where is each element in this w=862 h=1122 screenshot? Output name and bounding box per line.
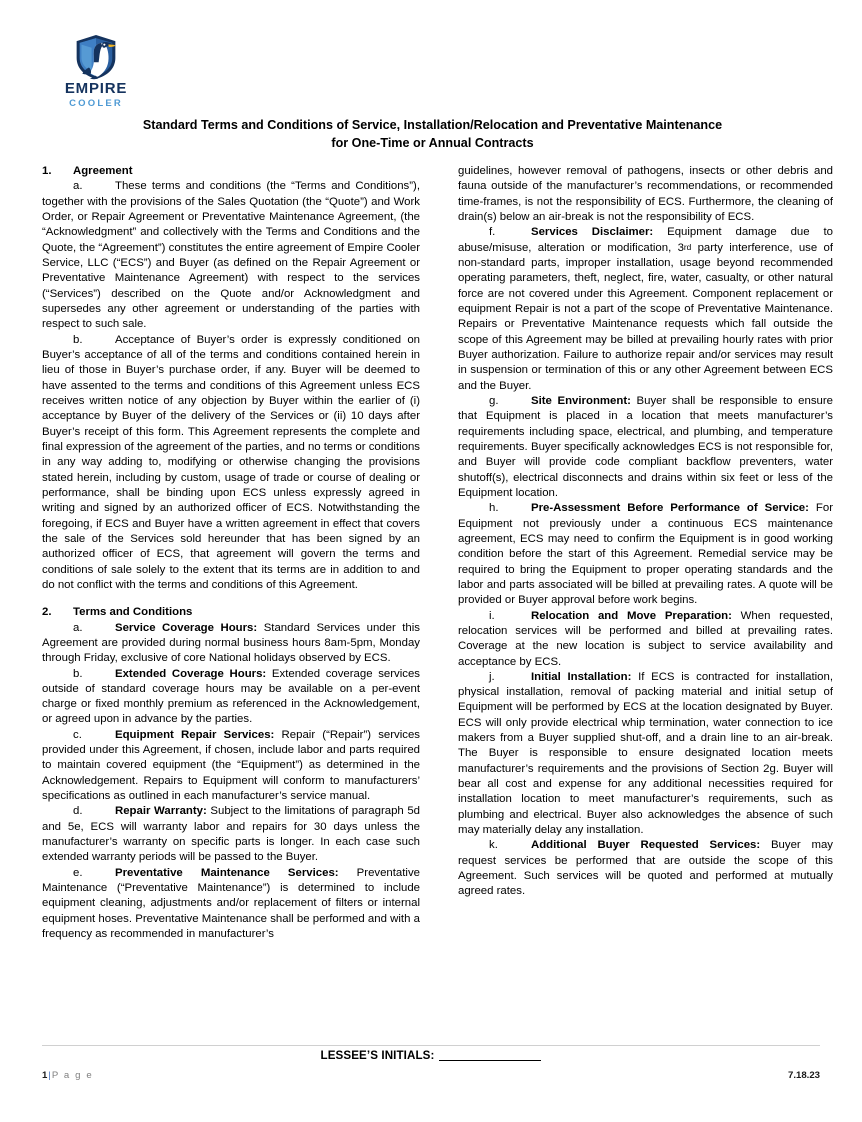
logo-sub-wordmark: COOLER	[69, 97, 123, 109]
section-2-item-h-letter: h.	[489, 502, 499, 515]
section-2-item-c-text: Repair (“Repair”) services provided under this Agreement, if chosen, include labor and parts required to maintain covered equipment (the “Equipment”) as determined in the Acknowledgement. Repairs to Equipment will conform to manufacturers’ specifications as outlined in each manufacturer’s service manual.	[42, 728, 420, 803]
empire-cooler-logo	[55, 34, 137, 109]
section-2-item-j-letter: j.	[489, 670, 495, 683]
section-2-item-f-text-before: Equipment damage due to abuse/misuse, alteration or modification, 3	[458, 226, 833, 254]
page-number-separator: |	[48, 1070, 51, 1081]
page-title-line-2: for One-Time or Annual Contracts	[331, 136, 534, 151]
page-title	[120, 116, 745, 153]
section-1-item-a	[42, 179, 420, 332]
section-2-item-f	[458, 225, 833, 394]
lessee-initials-label: LESSEE’S INITIALS:	[320, 1049, 435, 1062]
section-2-item-a-letter: a.	[73, 621, 83, 634]
page-title-line-1: Standard Terms and Conditions of Service, Installation/Relocation and Preventative Maintenance	[142, 118, 723, 132]
section-2-item-b-text: Extended coverage services outside of standard coverage hours may be available on a per-event charge or fixed monthly premium as referenced in the Acknowledgement, or agreed upon in advance by the parties.	[42, 667, 420, 726]
footer-divider	[42, 1045, 820, 1046]
section-2-item-e-label: Preventative Maintenance Services:	[115, 866, 339, 879]
section-2-heading	[42, 605, 420, 620]
section-2-item-b-letter: b.	[73, 667, 83, 680]
section-2-item-e	[42, 866, 420, 943]
section-2-item-a-label: Service Coverage Hours:	[115, 621, 258, 634]
left-column	[42, 164, 420, 1044]
section-1-heading	[42, 164, 420, 179]
footer-row	[42, 1070, 820, 1081]
right-column	[458, 164, 833, 1044]
section-2-item-i-text: When requested, relocation services will be performed and billed at prevailing rates. Coverage at the new location is subject to service availability and acceptance by ECS.	[458, 609, 833, 668]
penguin-shield-icon	[74, 34, 118, 80]
section-2-item-d-letter: d.	[73, 805, 83, 818]
section-2-item-b-label: Extended Coverage Hours:	[115, 667, 267, 680]
section-2-item-j-text: If ECS is contracted for installation, physical installation, removal of packing material and initial setup of Equipment will be performed by ECS at the location designated by Buyer. ECS will only provide electrical whip termination, water connection to ice makers from a Buyer supplied shut-off, and a drain line to an air-break. The Buyer is responsible to ensure designated location meets manufacturer’s requirements and the provisions of Section 2g. Buyer will bear all cost and expense for any additional necessities required for installation location to meet manufacturer’s requirements, such as plumbing and electrical. Buyer also acknowledges the absence of such may materially delay any installation.	[458, 670, 833, 837]
section-2-item-d-text: Subject to the limitations of paragraph 5d and 5e, ECS will warranty labor and repairs for 30 days unless the manufacturer’s warranty on specific parts is longer. In each case such extended warranty periods will be passed to the Buyer.	[42, 805, 420, 864]
section-2-item-h-label: Pre-Assessment Before Performance of Service:	[531, 502, 809, 515]
section-1-item-a-text: These terms and conditions (the “Terms and Conditions”), together with the provisions of the Sales Quotation (the “Quote”) and Work Order, or Repair Agreement or Preventative Maintenance Agreement, (the “Acknowledgment” and collectively with the Terms and Conditions and the Quote, the “Agreement”) constitutes the entire agreement of Empire Cooler Service, LLC (“ECS”) and Buyer (as defined on the Repair Agreement or Preventative Maintenance Agreement) with respect to the services (“Services”) described on the Quote and/or Acknowledgment and supersedes any other agreement or understanding of the parties with respect to such sale.	[42, 180, 420, 331]
section-2-item-i-letter: i.	[489, 609, 495, 622]
section-2-item-f-text-after: party interference, use of non-standard parts, improper installation, usage beyond recommended operating parameters, theft, neglect, fire, water, casualty, or other natural force are not covered under this Agreement. Component replacement or equipment Repair is not a part of the scope of Preventative Maintenance. Repairs or Preventative Maintenance requests which fall outside the scope of this Agreement may be billed at prevailing hourly rates with prior Buyer authorization. Failure to authorize repair and/or services may result in suspension or termination of this or any other Agreement between ECS and the Buyer.	[458, 241, 833, 392]
page-number-word: P a g e	[51, 1070, 94, 1081]
section-1-number: 1.	[42, 165, 52, 177]
section-2-number: 2.	[42, 606, 52, 619]
section-2-item-d-label: Repair Warranty:	[115, 805, 207, 818]
section-1-item-a-letter: a.	[73, 180, 83, 193]
ordinal-suffix: rd	[683, 241, 692, 252]
section-2-item-j-label: Initial Installation:	[531, 670, 632, 683]
section-2-title: Terms and Conditions	[73, 606, 193, 619]
section-2-item-g-letter: g.	[489, 394, 499, 407]
section-2-item-g	[458, 394, 833, 501]
section-2-item-c	[42, 728, 420, 805]
section-2-item-e-continued: guidelines, however removal of pathogens, insects or other debris and fauna outside of the manufacturer’s recommendations, or recommended time-frames, is not the responsibility of ECS. Furthermore, the cleaning of drain(s) below an air-break is not the responsibility of ECS.	[458, 165, 833, 223]
section-2-item-d	[42, 804, 420, 865]
page-number-value: 1	[42, 1070, 48, 1081]
section-1-item-b	[42, 333, 420, 594]
document-date: 7.18.23	[787, 1070, 820, 1081]
section-2-item-e-letter: e.	[73, 866, 83, 879]
lessee-initials-blank[interactable]	[439, 1060, 541, 1061]
page-number	[42, 1070, 93, 1081]
section-2-item-h-text: For Equipment not previously under a continuous ECS maintenance agreement, ECS may need to confirm the Equipment is in good working condition before the start of this Agreement. Remedial service may be required to bring the Equipment to proper operating standards and the labor and parts associated will be billed at prevailing rates. A quote will be provided or Buyer approval before work begins.	[458, 502, 833, 607]
section-1-title: Agreement	[73, 165, 133, 177]
logo-wordmark: EMPIRE	[64, 80, 128, 97]
section-2-item-h	[458, 501, 833, 608]
section-2-item-i-label: Relocation and Move Preparation:	[531, 609, 732, 622]
section-2-item-k-text: Buyer may request services be performed that are outside the scope of this Agreement. Such services will be quoted and performed at mutually agreed rates.	[458, 839, 833, 898]
section-2-item-a	[42, 621, 420, 667]
section-2-item-c-label: Equipment Repair Services:	[115, 728, 275, 741]
section-1-item-b-text: Acceptance of Buyer’s order is expressly conditioned on Buyer’s acceptance of all of the terms and conditions contained herein in lieu of those in Buyer’s purchase order, if any. Buyer will be deemed to have assented to the terms and conditions of this Agreement unless ECS receives written notice of any objection by Buyer within the earlier of (i) acceptance by Buyer of the delivery of the Services or (ii) 10 days after Buyer’s receipt of this form. This Agreement represents the complete and final expression of the agreement of the parties, and no terms or conditions in any way adding to, modifying or otherwise changing the provisions stated herein, including by custom, usage of trade or course of dealing or performance, shall be binding upon ECS unless expressly agreed in writing and signed by an authorized officer of ECS. Notwithstanding the foregoing, if ECS and Buyer have a written agreement in effect that covers the sale of the Services sold hereunder that has been signed by an authorized officer of ECS, that agreement will govern the terms and conditions of sale solely to the extent that its terms are in addition to and do not conflict with the terms and conditions of this Agreement.	[42, 333, 420, 591]
section-2-item-c-letter: c.	[73, 728, 82, 741]
lessee-initials-line	[42, 1049, 820, 1062]
section-2-item-e-text: Preventative Maintenance (“Preventative Maintenance”) is determined to include equipment cleaning, adjustments and/or replacement of filters or internal equipment hoses. Preventative Maintenance shall be performed and with a frequency as recommended in manufacturer’s	[42, 866, 420, 941]
document-header	[0, 0, 862, 118]
section-2-item-g-label: Site Environment:	[531, 394, 631, 407]
section-2-item-k-letter: k.	[489, 839, 498, 852]
section-2-item-f-label: Services Disclaimer:	[531, 226, 654, 239]
section-2-item-f-letter: f.	[489, 226, 496, 239]
section-1-item-b-letter: b.	[73, 333, 83, 346]
section-2-item-a-text: Standard Services under this Agreement are provided during normal business hours 8am-5pm, Monday through Friday, exclusive of core National holidays observed by ECS.	[42, 621, 420, 665]
two-column-body	[0, 164, 862, 1044]
section-2-item-k	[458, 838, 833, 899]
section-2-item-i	[458, 609, 833, 670]
section-2-item-k-label: Additional Buyer Requested Services:	[531, 839, 761, 852]
section-2-item-g-text: Buyer shall be responsible to ensure that Equipment is placed in a location that meets manufacturer’s requirements including space, electrical, and plumbing, and temperature requirements. Buyer specifically acknowledges ECS is not responsible for, and Buyer will provide code compliant backflow preventers, water shutoff(s), electrical disconnects and drains within six feet or less of the Equipment location.	[458, 394, 833, 499]
section-2-item-j	[458, 670, 833, 839]
section-2-item-b	[42, 667, 420, 728]
